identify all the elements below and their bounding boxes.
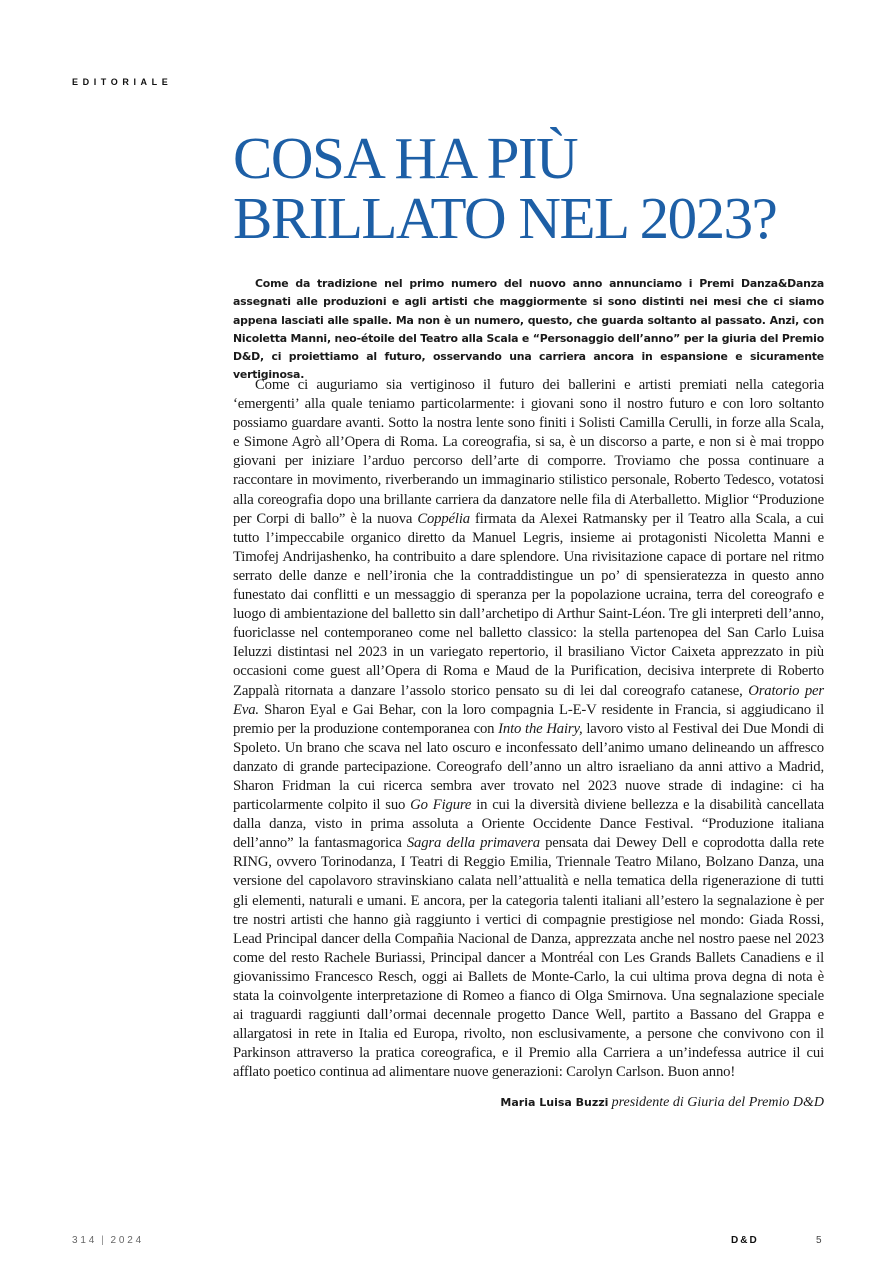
signature [500,1095,824,1111]
title-line-1: COSA HA PIÙ [233,125,578,191]
body-segment: lavoro visto al Festival dei Due Mondi di Spoleto. Un brano che scava nel lato oscuro e inconfessato dell’animo umano delineando un affresco danzato di grande partecipazione. Coreografo dell’anno un altro israeliano da anni attivo a Madrid, Sharon Fridman la cui ricerca sembra aver trovato nel 2023 nuove strade di indagine: ci ha particolarmente colpito il suo [233,720,825,814]
footer-issue-info [72,1235,144,1246]
footer-page-number: 5 [816,1235,822,1246]
footer-separator: | [101,1235,107,1246]
signature-name: Maria Luisa Buzzi [500,1096,609,1109]
footer-issue-number: 314 [72,1235,98,1246]
body-segment: in cui la diversità diviene bellezza e la disabilità cancellata dalla danza, visto in prima assoluta a Oriente Occidente Dance Festival. “Produzione italiana dell’anno” la fantasmagorica [233,797,824,852]
title-line-2: BRILLATO NEL 2023? [233,185,777,251]
footer-magazine-name: D&D [731,1235,759,1246]
lead-paragraph: Come da tradizione nel primo numero del nuovo anno annunciamo i Premi Danza&Danza assegnati alle produzioni e agli artisti che maggiormente si sono distinti nei mesi che ci siamo appena lasciati alle spalle. Ma non è un numero, questo, che guarda soltanto al passato. Anzi, con Nicoletta Manni, neo-étoile del Teatro alla Scala e “Personaggio dell’anno” per la giuria del Premio D&D, ci proiettiamo al futuro, osservando una carriera ancora in espansione e sicuramente vertiginosa. [233,277,824,382]
body-segment-title: Coppélia [417,510,470,527]
signature-role: presidente di Giuria del Premio D&D [611,1095,824,1110]
section-label: EDITORIALE [72,77,173,87]
body-segment-title: Into the Hairy, [498,720,583,737]
body-segment: pensata dai Dewey Dell e coprodotta dalla rete RING, ovvero Torinodanza, I Teatri di Reggio Emilia, Triennale Teatro Milano, Bolzano Danza, una versione del capolavoro stravinskiano calata nell’attualità e nella tematica della rigenerazione di tutti gli elementi, naturali e umani. E ancora, per la categoria talenti italiani all’estero la segnalazione è per tre nostri artisti che hanno già raggiunto i vertici di compagnie prestigiose nel mondo: Giada Rossi, Lead Principal dancer della Compañia Nacional de Danza, apprezzata anche nel nostro paese nel 2023 come del resto Rachele Buriassi, Principal dancer a Montréal con Les Grands Ballets Canadiens e il giovanissimo Francesco Resch, oggi ai Ballets de Monte-Carlo, la cui ultima prova degna di nota è stata la coinvolgente interpretazione di Romeo a fianco di Olga Smirnova. Una segnalazione speciale ai traguardi raggiunti dall’ormai decennale progetto Dance Well, partito a Bassano del Grappa e allargatosi in rete in Italia ed Europa, rivolto, non esclusivamente, a persone che convivono con il Parkinson attraverso la pratica coreografica, e il Premio alla Carriera a un’indefessa autrice il cui afflato poetico continua ad alimentare nuove generazioni: Carolyn Carlson. Buon anno! [233,835,825,1081]
body-segment-title: Go Figure [410,797,472,814]
body-segment-title: Oratorio per Eva. [233,682,824,718]
page-title [233,125,853,251]
body-segment-title: Sagra della primavera [406,835,540,852]
body-paragraph [233,376,824,1082]
body-segment: firmata da Alexei Ratmansky per il Teatro alla Scala, a cui tutto l’impeccabile organico diretto da Manuel Legris, insieme ai protagonisti Nicoletta Manni e Timofej Andrijashenko, ha contribuito a dare splendore. Una rivisitazione capace di portare nel ritmo serrato delle danze e nell’ironia che la contraddistingue un po’ di spensieratezza in questo anno funestato dai conflitti e un messaggio di speranza per la popolazione ucraina, terra del coreografo e luogo di ambientazione del balletto sin dall’archetipo di Arthur Saint-Léon. Tre gli interpreti dell’anno, fuoriclasse nel contemporaneo come nel balletto classico: la stella partenopea del San Carlo Luisa Ieluzzi distintasi nel 2023 in un variegato repertorio, il brasiliano Victor Caixeta apprezzato in più occasioni come guest all’Opera di Roma e Maud de la Purification, decisiva interprete di Roberto Zappalà ritornata a danzare l’assolo storico pensato su di lei dal coreografo catanese, [233,510,824,699]
body-segment: Sharon Eyal e Gai Behar, con la loro compagnia L-E-V residente in Francia, si aggiudicano il premio per la produzione contemporanea con [233,701,824,737]
footer-year: 2024 [110,1235,144,1246]
body-segment: Come ci auguriamo sia vertiginoso il futuro dei ballerini e artisti premiati nella categoria ‘emergenti’ alla quale teniamo particolarmente: i giovani sono il nostro futuro e con loro soltanto possiamo guardare avanti. Sotto la nostra lente sono finiti i Solisti Camilla Cerulli, in forze alla Scala, e Simone Agrò all’Opera di Roma. La coreografia, si sa, è un discorso a parte, e non si è mai troppo giovani per iniziare l’arduo percorso dell’arte di comporre. Troviamo che possa continuare a raccontare in movimento, riverberando un immaginario stilistico personale, Roberto Tedesco, votatosi alla coreografia dopo una brillante carriera da danzatore nelle fila di Aterballetto. Miglior “Produzione per Corpi di ballo” è la nuova [233,377,824,527]
